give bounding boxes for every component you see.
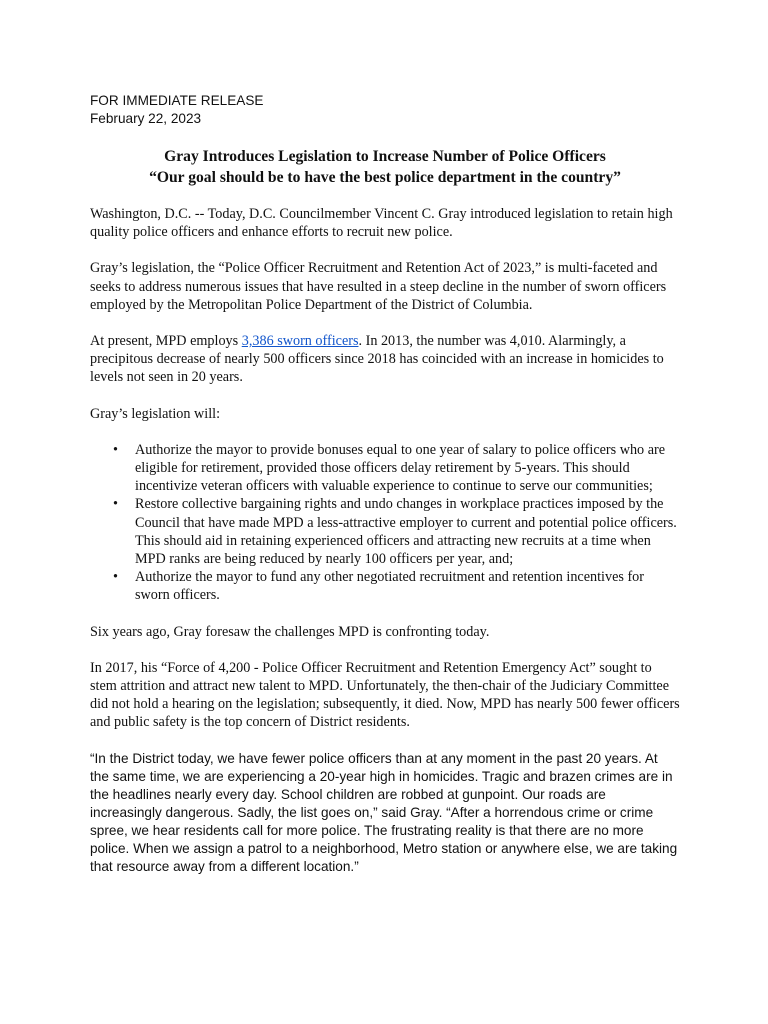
press-release-page bbox=[90, 92, 680, 876]
paragraph-2017-act: In 2017, his “Force of 4,200 - Police Officer Recruitment and Retention Emergency Act” sought to stem attrition and attract new talent to MPD. Unfortunately, the then-chair of the Judiciary Committee did not hold a hearing on the legislation; subsequently, it died. Now, MPD has nearly 500 fewer officers and public safety is the top concern of District residents. bbox=[90, 659, 680, 731]
gray-quote: “In the District today, we have fewer police officers than at any moment in the past 20 years. At the same time, we are experiencing a 20-year high in homicides. Tragic and brazen crimes are in the headlines nearly every day. School children are robbed at gunpoint. Our roads are increasingly dangerous. Sadly, the list goes on,” said Gray. “After a horrendous crime or crime spree, we hear residents call for more police. The frustrating reality is that there are no more police. When we assign a patrol to a neighborhood, Metro station or anywhere else, we are taking that resource away from a different location.” bbox=[90, 750, 678, 874]
sworn-officers-link[interactable]: 3,386 sworn officers bbox=[241, 333, 359, 350]
paragraph-intro: Washington, D.C. -- Today, D.C. Councilmember Vincent C. Gray introduced legislation to retain high quality police officers and enhance efforts to recruit new police. bbox=[90, 206, 673, 241]
release-label: FOR IMMEDIATE RELEASE bbox=[90, 93, 264, 108]
list-item bbox=[113, 495, 680, 568]
paragraph-six-years: Six years ago, Gray foresaw the challenges MPD is confronting today. bbox=[90, 623, 490, 640]
headline: Gray Introduces Legislation to Increase Number of Police Officers bbox=[164, 148, 606, 165]
officer-count-text-before: At present, MPD employs bbox=[90, 333, 242, 350]
paragraph-legislation-will: Gray’s legislation will: bbox=[90, 405, 221, 422]
paragraph-legislation: Gray’s legislation, the “Police Officer Recruitment and Retention Act of 2023,” is multi-faceted and seeks to address numerous issues that have resulted in a steep decline in the number of sworn officers employed by the Metropolitan Police Department of the District of Columbia. bbox=[90, 260, 667, 313]
release-header bbox=[90, 92, 680, 128]
legislation-bullet-list bbox=[90, 441, 680, 605]
bullet-text: Restore collective bargaining rights and undo changes in workplace practices imposed by the Council that have made MPD a less-attractive employer to current and potential police officers. This should aid in retaining experienced officers and attracting new recruits at a time when MPD ranks are being reduced by nearly 100 officers per year, and; bbox=[135, 496, 677, 568]
bullet-text: Authorize the mayor to provide bonuses equal to one year of salary to police officers who are eligible for retirement, provided those officers delay retirement by 5-years. This should incentivize veteran officers with valuable experience to continue to serve our communities; bbox=[135, 441, 666, 495]
press-release-title bbox=[90, 146, 680, 188]
paragraph-officer-count bbox=[90, 332, 680, 387]
release-date: February 22, 2023 bbox=[90, 111, 202, 126]
officer-count-text-after: . In 2013, the number was 4,010. Alarmingly, a precipitous decrease of nearly 500 officers since 2018 has coincided with an increase in homicides to levels not seen in 20 years. bbox=[90, 333, 664, 386]
list-item bbox=[113, 568, 680, 604]
subheadline-quote: “Our goal should be to have the best police department in the country” bbox=[149, 169, 621, 186]
bullet-text: Authorize the mayor to fund any other negotiated recruitment and retention incentives for sworn officers. bbox=[135, 569, 644, 604]
bullet-marker: • bbox=[113, 441, 118, 458]
list-item bbox=[113, 441, 680, 496]
bullet-marker: • bbox=[113, 496, 118, 513]
bullet-marker: • bbox=[113, 569, 118, 586]
